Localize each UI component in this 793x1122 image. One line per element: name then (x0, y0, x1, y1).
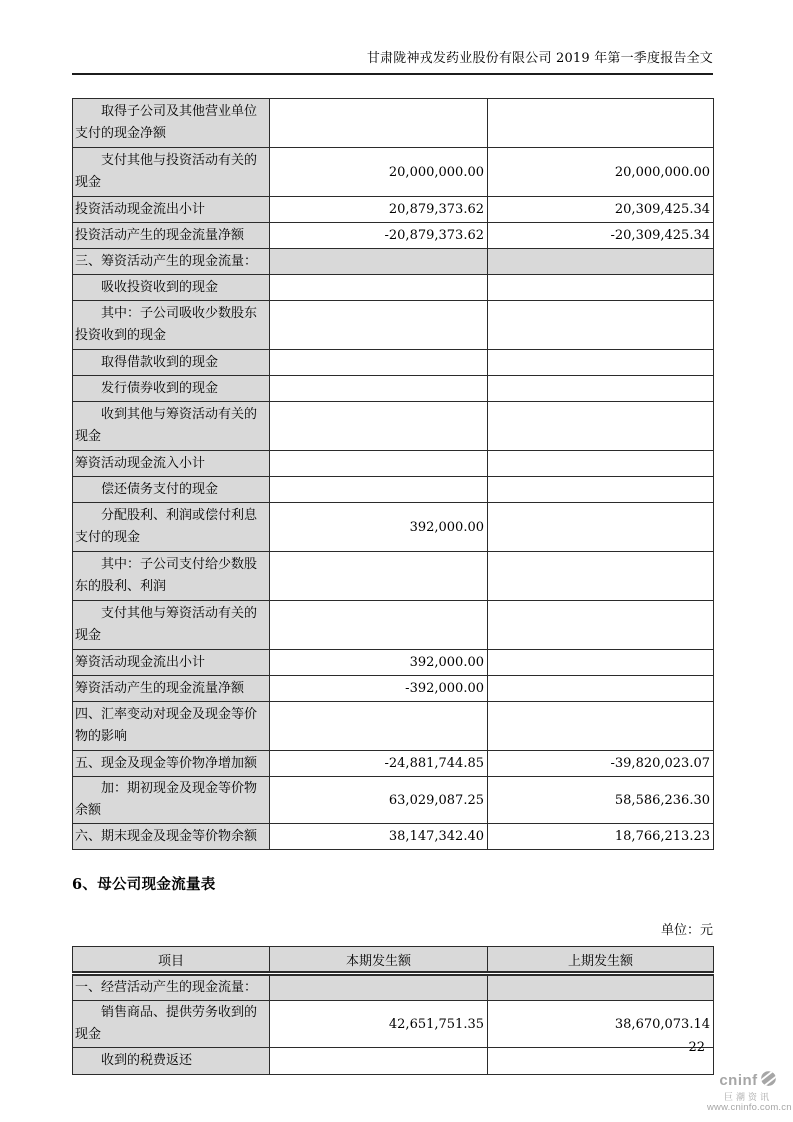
row-label: 收到的税费返还 (101, 1053, 193, 1068)
table-row (73, 777, 714, 824)
current-period-value-cell (270, 974, 488, 1001)
row-label-cell (73, 702, 270, 751)
current-period-value-cell (270, 402, 488, 451)
row-label: 五、现金及现金等价物净增加额 (75, 755, 258, 771)
row-label: 六、期末现金及现金等价物余额 (75, 828, 258, 844)
row-label: 一、经营活动产生的现金流量： (75, 980, 258, 995)
prior-period-value-cell (488, 376, 714, 402)
row-label-cell (73, 223, 270, 249)
row-label: 四、汇率变动对现金及现金等价物的影响 (75, 707, 258, 744)
row-label: 加：期初现金及现金等价物余额 (75, 781, 258, 818)
section-title: 6、母公司现金流量表 (72, 876, 216, 893)
table-row (73, 197, 714, 223)
table-row (73, 676, 714, 702)
column-header-prior-period: 上期发生额 (488, 947, 714, 974)
cninfo-logo-url: www.cninfo.com.cn (707, 1102, 792, 1114)
prior-period-value-cell (488, 402, 714, 451)
row-label: 支付其他与筹资活动有关的现金 (75, 606, 258, 643)
table-row (73, 702, 714, 751)
row-label-cell (73, 751, 270, 777)
row-label-cell (73, 275, 270, 301)
row-label: 支付其他与投资活动有关的现金 (75, 153, 258, 190)
current-period-value-cell (270, 376, 488, 402)
consolidated-cashflow-table (72, 98, 714, 850)
row-label-cell (73, 1048, 270, 1075)
row-label-cell (73, 601, 270, 650)
row-label-cell (73, 148, 270, 197)
table-row (73, 301, 714, 350)
prior-period-value-cell (488, 350, 714, 376)
row-label-cell (73, 552, 270, 601)
row-label-cell (73, 301, 270, 350)
row-label: 筹资活动现金流出小计 (75, 654, 206, 670)
prior-period-value-cell (488, 477, 714, 503)
prior-period-value-cell (488, 99, 714, 148)
current-period-value-cell (270, 249, 488, 275)
row-label: 吸收投资收到的现金 (101, 279, 219, 295)
table-header-row (73, 947, 714, 974)
table-row (73, 350, 714, 376)
current-period-value-cell (270, 451, 488, 477)
prior-period-value-cell: 20,309,425.34 (488, 197, 714, 223)
current-period-value-cell: 392,000.00 (270, 650, 488, 676)
prior-period-value-cell (488, 601, 714, 650)
current-period-value-cell: -392,000.00 (270, 676, 488, 702)
row-label-cell (73, 451, 270, 477)
row-label-cell (73, 824, 270, 850)
current-period-value-cell (270, 275, 488, 301)
table-row (73, 650, 714, 676)
prior-period-value-cell: 18,766,213.23 (488, 824, 714, 850)
current-period-value-cell: -20,879,373.62 (270, 223, 488, 249)
row-label: 筹资活动产生的现金流量净额 (75, 680, 245, 696)
row-label: 其中：子公司吸收少数股东投资收到的现金 (75, 306, 258, 343)
row-label: 销售商品、提供劳务收到的现金 (75, 1005, 258, 1042)
row-label: 取得子公司及其他营业单位支付的现金净额 (75, 104, 258, 141)
prior-period-value-cell: 20,000,000.00 (488, 148, 714, 197)
row-label-cell (73, 197, 270, 223)
unit-label: 单位：元 (660, 923, 713, 938)
current-period-value-cell: 20,000,000.00 (270, 148, 488, 197)
table-row (73, 249, 714, 275)
table-row (73, 751, 714, 777)
row-label: 收到其他与筹资活动有关的现金 (75, 407, 258, 444)
row-label: 筹资活动现金流入小计 (75, 455, 206, 471)
row-label-cell (73, 477, 270, 503)
table-row (73, 974, 714, 1001)
prior-period-value-cell: 38,670,073.14 (488, 1001, 714, 1048)
row-label: 发行债券收到的现金 (101, 380, 219, 396)
current-period-value-cell: 20,879,373.62 (270, 197, 488, 223)
row-label: 取得借款收到的现金 (101, 354, 219, 370)
row-label: 偿还债务支付的现金 (101, 481, 219, 497)
prior-period-value-cell (488, 650, 714, 676)
parent-cashflow-table (72, 946, 714, 1075)
current-period-value-cell (270, 552, 488, 601)
table-row (73, 503, 714, 552)
row-label-cell (73, 376, 270, 402)
table-row (73, 552, 714, 601)
prior-period-value-cell (488, 702, 714, 751)
current-period-value-cell: 63,029,087.25 (270, 777, 488, 824)
table-row (73, 275, 714, 301)
row-label: 三、筹资活动产生的现金流量： (75, 253, 258, 269)
prior-period-value-cell (488, 451, 714, 477)
table-row (73, 601, 714, 650)
current-period-value-cell: 42,651,751.35 (270, 1001, 488, 1048)
current-period-value-cell: 392,000.00 (270, 503, 488, 552)
cninfo-swirl-icon (760, 1070, 777, 1092)
row-label-cell (73, 650, 270, 676)
row-label-cell (73, 402, 270, 451)
table-row (73, 99, 714, 148)
current-period-value-cell: 38,147,342.40 (270, 824, 488, 850)
prior-period-value-cell (488, 275, 714, 301)
row-label-cell (73, 99, 270, 148)
page-number: 22 (688, 1040, 705, 1055)
current-period-value-cell (270, 601, 488, 650)
row-label-cell (73, 777, 270, 824)
current-period-value-cell (270, 350, 488, 376)
prior-period-value-cell (488, 552, 714, 601)
prior-period-value-cell (488, 503, 714, 552)
row-label: 其中：子公司支付给少数股东的股利、利润 (75, 557, 258, 594)
prior-period-value-cell (488, 301, 714, 350)
prior-period-value-cell (488, 1048, 714, 1075)
row-label-cell (73, 503, 270, 552)
table-row (73, 824, 714, 850)
table-row (73, 148, 714, 197)
table-row (73, 402, 714, 451)
cninfo-logo (707, 1070, 792, 1114)
table-row (73, 376, 714, 402)
row-label-cell (73, 676, 270, 702)
table-row (73, 477, 714, 503)
header-rule (72, 73, 713, 75)
column-header-item: 项目 (73, 947, 270, 974)
row-label: 投资活动产生的现金流量净额 (75, 227, 245, 243)
current-period-value-cell (270, 477, 488, 503)
row-label-cell (73, 1001, 270, 1048)
current-period-value-cell (270, 702, 488, 751)
row-label-cell (73, 350, 270, 376)
prior-period-value-cell: -39,820,023.07 (488, 751, 714, 777)
document-header-title: 甘肃陇神戎发药业股份有限公司 2019 年第一季度报告全文 (366, 51, 713, 66)
table-row (73, 1048, 714, 1075)
prior-period-value-cell: 58,586,236.30 (488, 777, 714, 824)
table-row (73, 451, 714, 477)
current-period-value-cell: -24,881,744.85 (270, 751, 488, 777)
row-label-cell (73, 249, 270, 275)
row-label-cell (73, 974, 270, 1001)
table-row (73, 1001, 714, 1048)
prior-period-value-cell (488, 249, 714, 275)
row-label: 分配股利、利润或偿付利息支付的现金 (75, 508, 258, 545)
prior-period-value-cell: -20,309,425.34 (488, 223, 714, 249)
current-period-value-cell (270, 301, 488, 350)
current-period-value-cell (270, 99, 488, 148)
column-header-current-period: 本期发生额 (270, 947, 488, 974)
prior-period-value-cell (488, 974, 714, 1001)
cninfo-logo-text: cninf (719, 1071, 758, 1089)
row-label: 投资活动现金流出小计 (75, 201, 206, 217)
current-period-value-cell (270, 1048, 488, 1075)
cninfo-logo-chinese: 巨潮资讯 (723, 1091, 772, 1102)
prior-period-value-cell (488, 676, 714, 702)
table-row (73, 223, 714, 249)
